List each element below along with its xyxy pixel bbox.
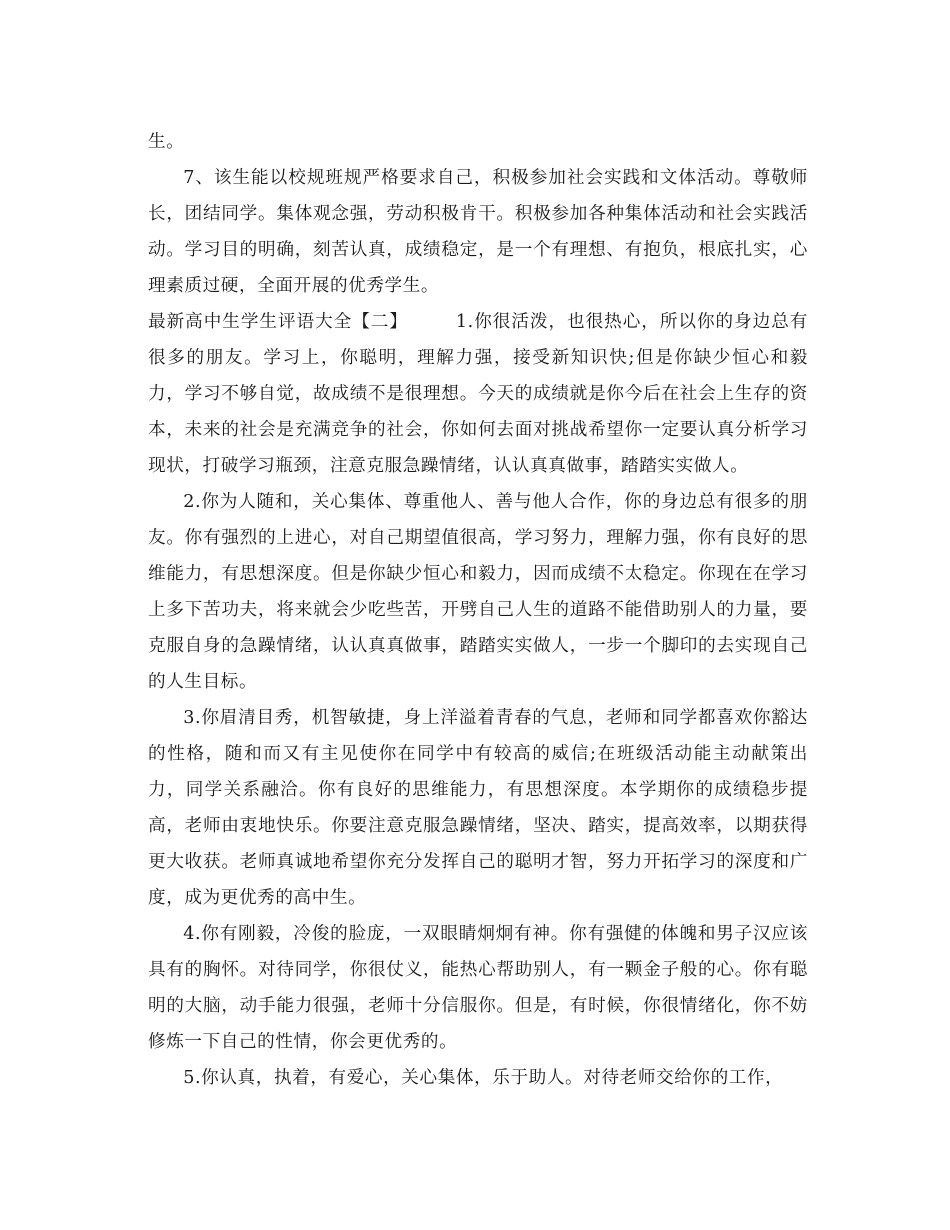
paragraph-item-3: 3.你眉清目秀，机智敏捷，身上洋溢着青春的气息，老师和同学都喜欢你豁达的性格，随和而又有主见使你在同学中有较高的威信;在班级活动能主动献策出力，同学关系融洽。你有良好的思维能力，有思想深度。本学期你的成绩稳步提高，老师由衷地快乐。你要注意克服急躁情绪，坚决、踏实，提高效率，以期获得更大收获。老师真诚地希望你充分发挥自己的聪明才智，努力开拓学习的深度和广度，成为更优秀的高中生。 xyxy=(148,708,808,908)
paragraph-item-5: 5.你认真，执着，有爱心，关心集体，乐于助人。对待老师交给你的工作， xyxy=(183,1068,784,1088)
paragraph-item-4: 4.你有刚毅，冷俊的脸庞，一双眼睛炯炯有神。你有强健的体魄和男子汉应该具有的胸怀。对待同学，你很仗义，能热心帮助别人，有一颗金子般的心。你有聪明的大脑，动手能力很强，老师十分信服你。但是，有时候，你很情绪化，你不妨修炼一下自己的性情，你会更优秀的。 xyxy=(148,924,808,1052)
section-item-1: 1.你很活泼，也很热心，所以你的身边总有很多的朋友。学习上，你聪明，理解力强，接受新知识快;但是你缺少恒心和毅力，学习不够自觉，故成绩不是很理想。今天的成绩就是你今后在社会上生存的资本，未来的社会是充满竞争的社会，你如何去面对挑战希望你一定要认真分析学习现状，打破学习瓶颈，注意克服急躁情绪，认认真真做事，踏踏实实做人。 xyxy=(148,312,808,476)
section-heading: 最新高中生学生评语大全【二】 xyxy=(148,312,408,332)
paragraph-item-7: 7、该生能以校规班规严格要求自己，积极参加社会实践和文体活动。尊敬师长，团结同学。集体观念强，劳动积极肯干。积极参加各种集体活动和社会实践活动。学习目的明确，刻苦认真，成绩稳定，是一个有理想、有抱负，根底扎实，心理素质过硬，全面开展的优秀学生。 xyxy=(148,168,808,296)
paragraph-item-2: 2.你为人随和，关心集体、尊重他人、善与他人合作，你的身边总有很多的朋友。你有强烈的上进心，对自己期望值很高，学习努力，理解力强，你有良好的思维能力，有思想深度。但是你缺少恒心和毅力，因而成绩不太稳定。你现在在学习上多下苦功夫，将来就会少吃些苦，开劈自己人生的道路不能借助别人的力量，要克服自身的急躁情绪，认认真真做事，踏踏实实做人，一步一个脚印的去实现自己的人生目标。 xyxy=(148,492,808,692)
paragraph-continuation: 生。 xyxy=(148,132,185,152)
document-body xyxy=(148,124,808,1096)
section-block xyxy=(148,304,808,484)
